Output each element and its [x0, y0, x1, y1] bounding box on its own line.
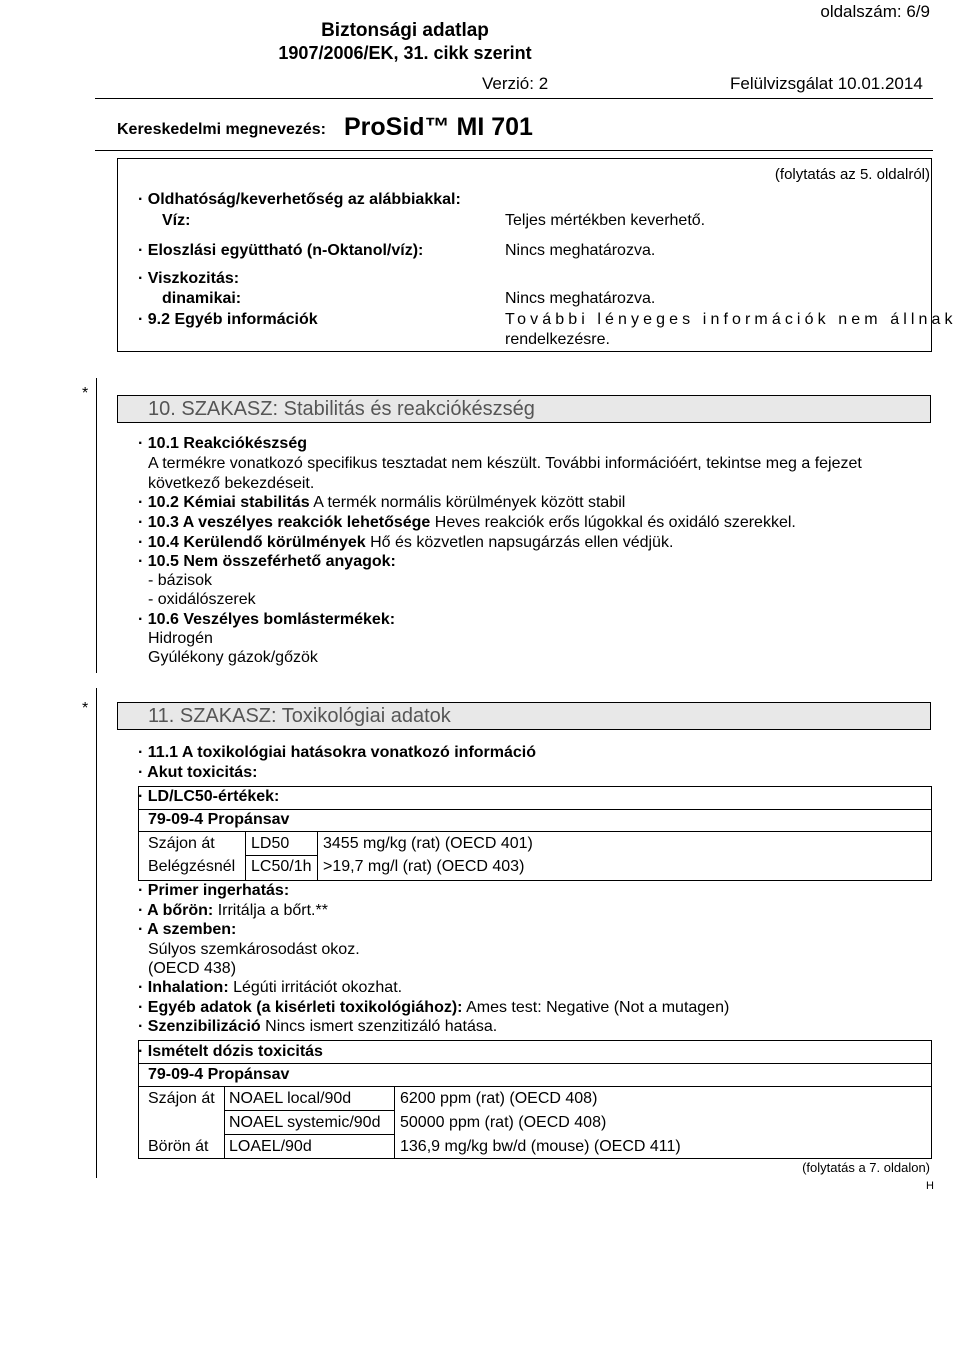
repeat-substance: 79-09-4 Propánsav	[148, 1066, 290, 1083]
s103-line: · 10.3 A veszélyes reakciók lehetősége Heves reakciók erős lúgokkal és oxidáló szerekkel.	[138, 514, 796, 531]
repeat-value: 6200 ppm (rat) (OECD 408)	[400, 1090, 598, 1107]
partition-label: · Eloszlási együttható (n-Oktanol/víz):	[138, 242, 424, 259]
repeat-type: LOAEL/90d	[229, 1138, 312, 1155]
continued-to-note: (folytatás a 7. oldalon)	[802, 1160, 930, 1175]
s111-label: · 11.1 A toxikológiai hatásokra vonatkozó információ	[138, 744, 537, 761]
s102-line: · 10.2 Kémiai stabilitás A termék normális körülmények között stabil	[138, 494, 626, 511]
ld-row-divider	[245, 855, 317, 856]
repeat-type: NOAEL systemic/90d	[229, 1114, 381, 1131]
version-label: Verzió: 2	[482, 74, 549, 93]
footer-letter: H	[926, 1180, 934, 1192]
repeat-row-divider-2	[224, 1134, 394, 1135]
s106-label: · 10.6 Veszélyes bomlástermékek:	[138, 611, 396, 628]
s101-text-line1: A termékre vonatkozó specifikus tesztadat nem készült. További információért, tekintse meg a fejezet	[148, 455, 862, 472]
partition-value: Nincs meghatározva.	[505, 242, 656, 259]
ld-substance-rule	[138, 831, 932, 832]
trade-name: ProSid™ MI 701	[344, 113, 533, 141]
repeat-col-divider-1	[224, 1086, 225, 1159]
repeat-route: Szájon át	[148, 1090, 215, 1107]
other-info-value-line2: rendelkezésre.	[505, 331, 610, 348]
section11-heading: 11. SZAKASZ: Toxikológiai adatok	[117, 702, 931, 730]
water-label: Víz:	[162, 212, 191, 229]
sensitization-line: · Szenzibilizáció Nincs ismert szenzitizáló hatása.	[138, 1018, 498, 1035]
repeat-dose-label: · Ismételt dózis toxicitás	[138, 1043, 323, 1060]
eye-text-line1: Súlyos szemkárosodást okoz.	[148, 941, 360, 958]
section10-side-rule	[96, 378, 97, 673]
dynamic-value: Nincs meghatározva.	[505, 290, 656, 307]
viscosity-label: · Viszkozitás:	[138, 270, 240, 287]
changed-marker-11: *	[82, 700, 89, 717]
regulation-reference: 1907/2006/EK, 31. cikk szerint	[278, 43, 532, 63]
repeat-value: 50000 ppm (rat) (OECD 408)	[400, 1114, 607, 1131]
repeat-substance-rule	[138, 1086, 932, 1087]
other-data-line: · Egyéb adatok (a kisérleti toxikológiához): Ames test: Negative (Not a mutagen)	[138, 999, 730, 1016]
continued-from-note: (folytatás az 5. oldalról)	[774, 166, 930, 183]
revision-date: Felülvizsgálat 10.01.2014	[730, 74, 923, 93]
eye-text-line2: (OECD 438)	[148, 960, 237, 977]
eye-label: · A szemben:	[138, 921, 237, 938]
section10-heading: 10. SZAKASZ: Stabilitás és reakciókészség	[117, 395, 931, 423]
dynamic-label: dinamikai:	[162, 290, 242, 307]
ld-col-divider-2	[317, 831, 318, 881]
trade-name-label: Kereskedelmi megnevezés:	[117, 121, 326, 138]
ld-type: LC50/1h	[251, 858, 312, 875]
inhalation-line: · Inhalation: Légúti irritációt okozhat.	[138, 979, 403, 996]
other-info-label: · 9.2 Egyéb információk	[138, 311, 318, 328]
ld-route: Belégzésnél	[148, 858, 236, 875]
other-info-value-line1: További lényeges információk nem állnak	[505, 311, 957, 328]
ld-route: Szájon át	[148, 835, 215, 852]
s104-line: · 10.4 Kerülendő körülmények Hő és közvetlen napsugárzás ellen védjük.	[138, 534, 674, 551]
s105-item-bases: - bázisok	[148, 572, 213, 589]
s105-item-oxidizers: - oxidálószerek	[148, 591, 256, 608]
page-number: oldalszám: 6/9	[820, 2, 930, 21]
repeat-row-divider-1	[224, 1110, 394, 1111]
s101-text-line2: következő bekezdéseit.	[148, 475, 315, 492]
repeat-type: NOAEL local/90d	[229, 1090, 352, 1107]
section11-side-rule	[96, 688, 97, 1178]
ld-values-label: · LD/LC50-értékek:	[138, 788, 280, 805]
ld-type: LD50	[251, 835, 290, 852]
ld-col-divider-1	[245, 831, 246, 881]
primary-irritation-label: · Primer ingerhatás:	[138, 882, 290, 899]
acute-toxicity-label: · Akut toxicitás:	[138, 764, 258, 781]
s106-item-hydrogen: Hidrogén	[148, 630, 213, 647]
skin-line: · A bőrön: Irritálja a bőrt.**	[138, 902, 328, 919]
header-rule	[95, 98, 933, 99]
header-bottom-rule	[95, 150, 933, 151]
solubility-label: · Oldhatóság/keverhetőség az alábbiakkal:	[138, 191, 461, 208]
changed-marker: *	[82, 385, 89, 402]
document-title: Biztonsági adatlap	[321, 20, 489, 41]
ld-value: 3455 mg/kg (rat) (OECD 401)	[323, 835, 533, 852]
repeat-value: 136,9 mg/kg bw/d (mouse) (OECD 411)	[400, 1138, 681, 1155]
s106-item-gases: Gyúlékony gázok/gőzök	[148, 649, 318, 666]
s105-label: · 10.5 Nem összeférhető anyagok:	[138, 553, 396, 570]
ld-substance: 79-09-4 Propánsav	[148, 811, 290, 828]
s101-label: · 10.1 Reakciókészség	[138, 435, 307, 452]
repeat-col-divider-2	[394, 1086, 395, 1159]
water-value: Teljes mértékben keverhető.	[505, 212, 706, 229]
repeat-route: Börön át	[148, 1138, 209, 1155]
ld-value: >19,7 mg/l (rat) (OECD 403)	[323, 858, 525, 875]
